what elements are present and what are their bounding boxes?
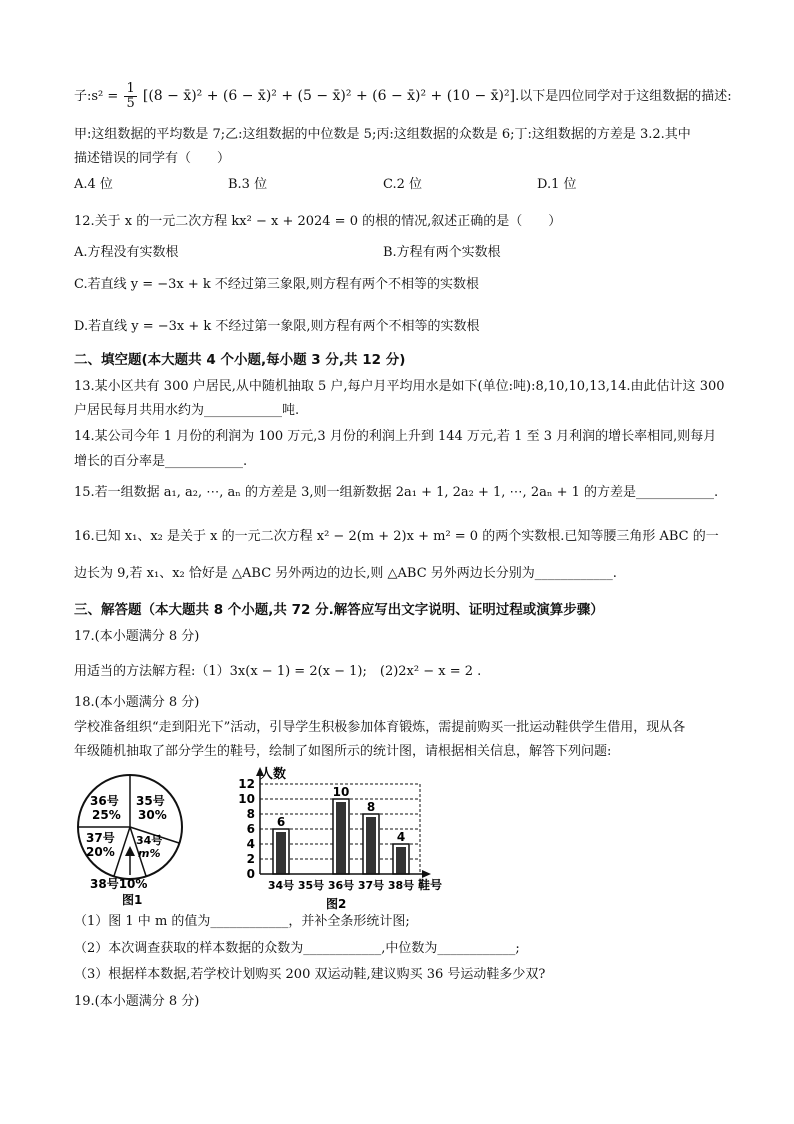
q17-head: 17.(本小题满分 8 分) bbox=[74, 629, 200, 644]
pie-label-35: 35号 bbox=[136, 794, 165, 808]
q18-sub3: （3）根据样本数据,若学校计划购买 200 双运动鞋,建议购买 36 号运动鞋多少双? bbox=[74, 967, 546, 982]
x-axis-label: 鞋号 bbox=[418, 878, 443, 892]
q12-option-b: B.方程有两个实数根 bbox=[383, 245, 501, 260]
q11-option-c: C.2 位 bbox=[383, 177, 423, 192]
q11-line2: 甲:这组数据的平均数是 7;乙:这组数据的中位数是 5;丙:这组数据的众数是 6;丁:这组数据的方差是 3.2.其中 bbox=[74, 127, 691, 142]
q11-formula-suffix: .以下是四位同学对于这组数据的描述: bbox=[515, 89, 732, 104]
q11-formula-prefix: 子:s² = bbox=[74, 89, 119, 104]
q13-line1: 13.某小区共有 300 户居民,从中随机抽取 5 户,每户月平均用水是如下(单位:吨):8,10,10,13,14.由此估计这 300 bbox=[74, 379, 725, 394]
bar-caption: 图2 bbox=[326, 897, 347, 911]
x-tick-label: 34号 bbox=[267, 879, 295, 892]
x-tick-label: 35号 bbox=[297, 879, 325, 892]
bar-fill-34号 bbox=[276, 832, 286, 874]
y-tick-label: 6 bbox=[246, 822, 255, 836]
x-tick-label: 36号 bbox=[327, 879, 355, 892]
section3-heading: 三、解答题（本大题共 8 个小题,共 72 分.解答应写出文字说明、证明过程或演算步骤） bbox=[74, 602, 604, 618]
y-tick-label: 8 bbox=[246, 807, 255, 821]
q18-line1: 学校准备组织“走到阳光下”活动，引导学生积极参加体育锻炼，需提前购买一批运动鞋供学生借用，现从各 bbox=[74, 720, 686, 735]
q18-line2: 年级随机抽取了部分学生的鞋号，绘制了如图所示的统计图，请根据相关信息，解答下列问题: bbox=[74, 744, 612, 759]
q11-fraction bbox=[124, 82, 136, 111]
q18-head: 18.(本小题满分 8 分) bbox=[74, 695, 200, 710]
pie-figure bbox=[72, 772, 192, 908]
q11-formula-line bbox=[74, 82, 732, 111]
section2-heading: 二、填空题(本大题共 4 个小题,每小题 3 分,共 12 分) bbox=[74, 352, 406, 368]
bar-fill-38号 bbox=[396, 847, 406, 874]
bar-fill-36号 bbox=[336, 802, 346, 874]
q18-sub2: （2）本次调查获取的样本数据的众数为____________,中位数为____________; bbox=[74, 941, 520, 956]
q16-line2: 边长为 9,若 x₁、x₂ 恰好是 △ABC 另外两边的边长,则 △ABC 另外两边长分别为____________. bbox=[74, 566, 617, 581]
q11-line3: 描述错误的同学有（ ） bbox=[74, 151, 231, 166]
q14-line1: 14.某公司今年 1 月份的利润为 100 万元,3 月份的利润上升到 144 万元,若 1 至 3 月利润的增长率相同,则每月 bbox=[74, 429, 717, 444]
pie-label-36: 36号 bbox=[90, 794, 119, 808]
q15: 15.若一组数据 a₁, a₂, ⋯, aₙ 的方差是 3,则一组新数据 2a₁ + 1, 2a₂ + 1, ⋯, 2aₙ + 1 的方差是____________. bbox=[74, 485, 719, 500]
bar-value-label: 10 bbox=[332, 785, 350, 799]
q16-line1: 16.已知 x₁、x₂ 是关于 x 的一元二次方程 x² − 2(m + 2)x + m² = 0 的两个实数根.已知等腰三角形 ABC 的一 bbox=[74, 529, 719, 544]
q12-stem: 12.关于 x 的一元二次方程 kx² − x + 2024 = 0 的根的情况,叙述正确的是（ ） bbox=[74, 214, 562, 229]
pie-pct-34: m% bbox=[138, 847, 161, 860]
pie-label-37: 37号 bbox=[86, 831, 115, 845]
q11-frac-num: 1 bbox=[126, 81, 135, 96]
y-tick-label: 0 bbox=[246, 867, 255, 881]
bar-value-label: 4 bbox=[396, 830, 406, 844]
q19-head: 19.(本小题满分 8 分) bbox=[74, 994, 200, 1009]
pie-pct-37: 20% bbox=[86, 845, 115, 859]
q11-option-a: A.4 位 bbox=[74, 177, 113, 192]
q12-option-d: D.若直线 y = −3x + k 不经过第一象限,则方程有两个不相等的实数根 bbox=[74, 319, 480, 334]
q13-line2: 户居民每月共用水约为____________吨. bbox=[74, 403, 300, 418]
q12-option-c: C.若直线 y = −3x + k 不经过第三象限,则方程有两个不相等的实数根 bbox=[74, 277, 480, 292]
pie-pct-36: 25% bbox=[92, 808, 121, 822]
x-tick-label: 38号 bbox=[387, 879, 415, 892]
q14-line2: 增长的百分率是____________. bbox=[74, 454, 248, 469]
y-axis-label: 人数 bbox=[260, 767, 287, 782]
bar-value-label: 8 bbox=[366, 800, 376, 814]
y-tick-label: 12 bbox=[238, 777, 255, 791]
pie-label-38: 38号10% bbox=[90, 877, 148, 891]
y-tick-label: 10 bbox=[238, 792, 255, 806]
q11-formula-body: [(8 − x̄)² + (6 − x̄)² + (5 − x̄)² + (6 − x̄)² + (10 − x̄)²] bbox=[142, 88, 516, 104]
pie-label-34: 34号 bbox=[136, 834, 163, 847]
x-axis-arrow bbox=[422, 870, 431, 878]
x-tick-label: 37号 bbox=[357, 879, 385, 892]
bar-value-label: 6 bbox=[276, 815, 286, 829]
pie-caption: 图1 bbox=[122, 893, 143, 907]
q11-option-d: D.1 位 bbox=[537, 177, 577, 192]
bar-fill-37号 bbox=[366, 817, 376, 874]
y-tick-label: 4 bbox=[246, 837, 255, 851]
q11-option-b: B.3 位 bbox=[228, 177, 268, 192]
q17-body: 用适当的方法解方程:（1）3x(x − 1) = 2(x − 1); (2)2x² − x = 2 . bbox=[74, 664, 482, 679]
q12-option-a: A.方程没有实数根 bbox=[74, 245, 179, 260]
bar-chart bbox=[230, 764, 450, 912]
q18-sub1: （1）图 1 中 m 的值为____________，并补全条形统计图; bbox=[74, 914, 410, 929]
pie-pct-35: 30% bbox=[138, 808, 167, 822]
y-tick-label: 2 bbox=[246, 852, 255, 866]
q11-frac-den: 5 bbox=[126, 96, 135, 111]
